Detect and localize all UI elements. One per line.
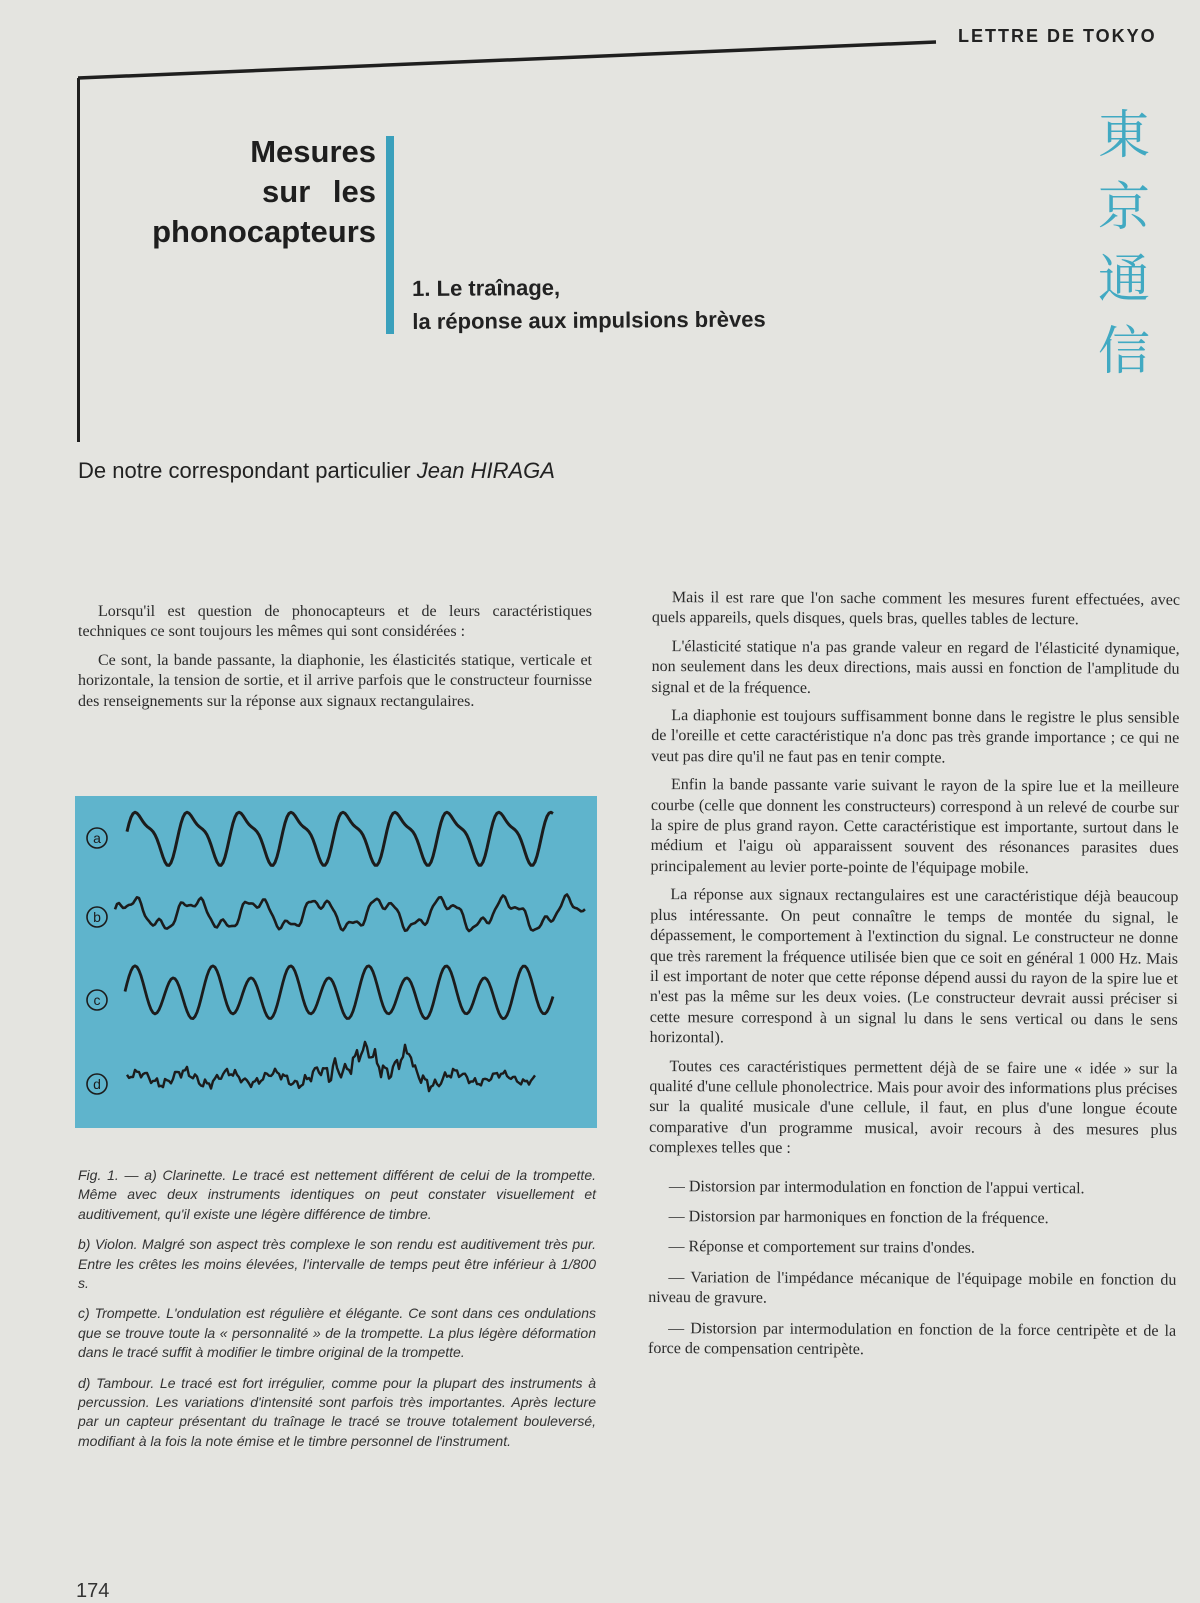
page-number: 174 bbox=[76, 1580, 110, 1602]
right-column-text bbox=[648, 588, 1180, 1372]
title-line-1: Mesures bbox=[250, 134, 376, 169]
label-c bbox=[87, 990, 107, 1010]
waveform-drum bbox=[127, 1042, 535, 1091]
svg-text:b: b bbox=[93, 909, 101, 925]
kanji-char: 京 bbox=[1097, 178, 1150, 238]
title-accent-bar bbox=[386, 136, 394, 334]
kanji-char: 東 bbox=[1097, 106, 1150, 166]
paragraph: La diaphonie est toujours suffisamment bonne dans le registre le plus sensible de l'oreille et cette caractéristique n'a donc pas très grande importance ; ce qui ne veut pas dire qu'il ne faut pas en tenir compte. bbox=[651, 707, 1180, 767]
waveform-clarinet bbox=[127, 812, 553, 865]
label-d bbox=[87, 1074, 107, 1094]
caption-c: c) Trompette. L'ondulation est régulière et élégante. Ce sont dans ces ondulations que se trouve toute la « personnalité » de la trompette. La plus légère déformation dans le tracé suffit à modifier le timbre original de la trompette. bbox=[78, 1305, 596, 1361]
paragraph: Ce sont, la bande passante, la diaphonie, les élasticités statique, verticale et horizontale, la tension de sortie, et il arrive parfois que le constructeur fournisse des renseignements sur la réponse aux signaux rectangulaires. bbox=[78, 651, 592, 710]
title-line-3: phonocapteurs bbox=[152, 214, 376, 249]
byline bbox=[78, 458, 555, 484]
paragraph: L'élasticité statique n'a pas grande valeur en regard de l'élasticité dynamique, non seulement dans les deux directions, mais aussi en fonction de l'amplitude du signal et de la fréquence. bbox=[651, 637, 1180, 697]
waveform-figure bbox=[75, 796, 597, 1128]
kanji-char: 信 bbox=[1097, 322, 1150, 382]
list-item: — Variation de l'impédance mécanique de l'équipage mobile en fonction du niveau de gravure. bbox=[648, 1268, 1177, 1307]
kanji-column bbox=[1094, 100, 1154, 388]
caption-a: Fig. 1. — a) Clarinette. Le tracé est nettement différent de celui de la trompette. Même avec deux instruments identiques on peut constater visuellement et auditivement, qu'il existe une légère différence de timbre. bbox=[78, 1167, 596, 1222]
waveform-trumpet bbox=[125, 966, 553, 1019]
list-item: — Distorsion par harmoniques en fonction de la fréquence. bbox=[668, 1208, 1049, 1228]
list-item: — Distorsion par intermodulation en fonction de la force centripète et de la force de compensation centripète. bbox=[647, 1319, 1177, 1359]
section-label: LETTRE DE TOKYO bbox=[958, 26, 1157, 46]
byline-author: Jean HIRAGA bbox=[416, 458, 555, 483]
label-b bbox=[87, 907, 107, 927]
title-line-2: sur les bbox=[262, 174, 376, 209]
paragraph: Enfin la bande passante varie suivant le rayon de la spire lue et la meilleure courbe (celle que donnent les constructeurs) correspond à un relevé de courbe sur la spire de plus grand rayon. Cette caractéristique est importante, surtout dans le médium et l'aigu où apparaissent souvent des résonances parasites dues principalement au levier porte-pointe de l'équipage mobile. bbox=[650, 776, 1180, 877]
caption-b: b) Violon. Malgré son aspect très complexe le son rendu est auditivement très pur. Entre les crêtes les moins élevées, l'intervalle de temps peut être inférieur à 1/800 s. bbox=[78, 1236, 596, 1292]
svg-text:a: a bbox=[93, 830, 101, 846]
svg-text:d: d bbox=[93, 1076, 101, 1092]
top-rule bbox=[78, 0, 948, 90]
waveform-violin bbox=[115, 895, 585, 932]
waveform-svg bbox=[75, 796, 597, 1128]
kanji-char: 通 bbox=[1097, 250, 1150, 310]
svg-text:c: c bbox=[93, 992, 101, 1008]
left-column-text bbox=[78, 602, 592, 720]
left-rule bbox=[77, 78, 80, 442]
paragraph: La réponse aux signaux rectangulaires est une caractéristique déjà beaucoup plus intéressante. On peut connaître le temps de montée du signal, le dépassement, le comportement à l'extinction du signal. Le constructeur ne donne que très rarement la fréquence utilisée bien que ce soit en général 1 000 Hz. Mais il est important de noter que cette réponse dépend aussi du rayon de la spire lue et n'est pas la même sur les deux voies. (Le constructeur devrait aussi préciser si cette mesure correspond à un signal lu dans le sens vertical ou dans le sens horizontal). bbox=[649, 886, 1179, 1047]
figure-captions bbox=[78, 1166, 596, 1462]
list-item: — Réponse et comportement sur trains d'ondes. bbox=[668, 1238, 975, 1258]
list-item: — Distorsion par intermodulation en fonction de l'appui vertical. bbox=[668, 1177, 1085, 1197]
paragraph: Toutes ces caractéristiques permettent déjà de se faire une « idée » sur la qualité d'une cellule phonolectrice. Mais pour avoir des informations plus précises sur la qualité musicale d'une cellule, il faut, en plus d'une longue écoute comparative d'un programme musical, avoir recours à des mesures plus complexes telles que : bbox=[649, 1057, 1178, 1157]
paragraph: Mais il est rare que l'on sache comment les mesures furent effectuées, avec quels appareils, quels disques, quels bras, quelles tables de lecture. bbox=[651, 589, 1180, 629]
article-subtitle bbox=[412, 270, 766, 338]
subtitle-line-1: 1. Le traînage, bbox=[412, 274, 561, 301]
caption-d: d) Tambour. Le tracé est fort irrégulier, comme pour la plupart des instruments à percussion. Les variations d'intensité sont parfois très importantes. Après lecture par un capteur présentant du traînage le tracé se trouve totalement bouleversé, modifiant à la fois la note émise et le timbre personnel de l'instrument. bbox=[78, 1374, 596, 1449]
subtitle-line-2: la réponse aux impulsions brèves bbox=[412, 306, 766, 334]
paragraph: Lorsqu'il est question de phonocapteurs et de leurs caractéristiques techniques ce sont toujours les mêmes qui sont considérées : bbox=[78, 603, 592, 641]
article-title bbox=[152, 132, 376, 252]
label-a bbox=[87, 828, 107, 848]
byline-prefix: De notre correspondant particulier bbox=[78, 458, 411, 483]
